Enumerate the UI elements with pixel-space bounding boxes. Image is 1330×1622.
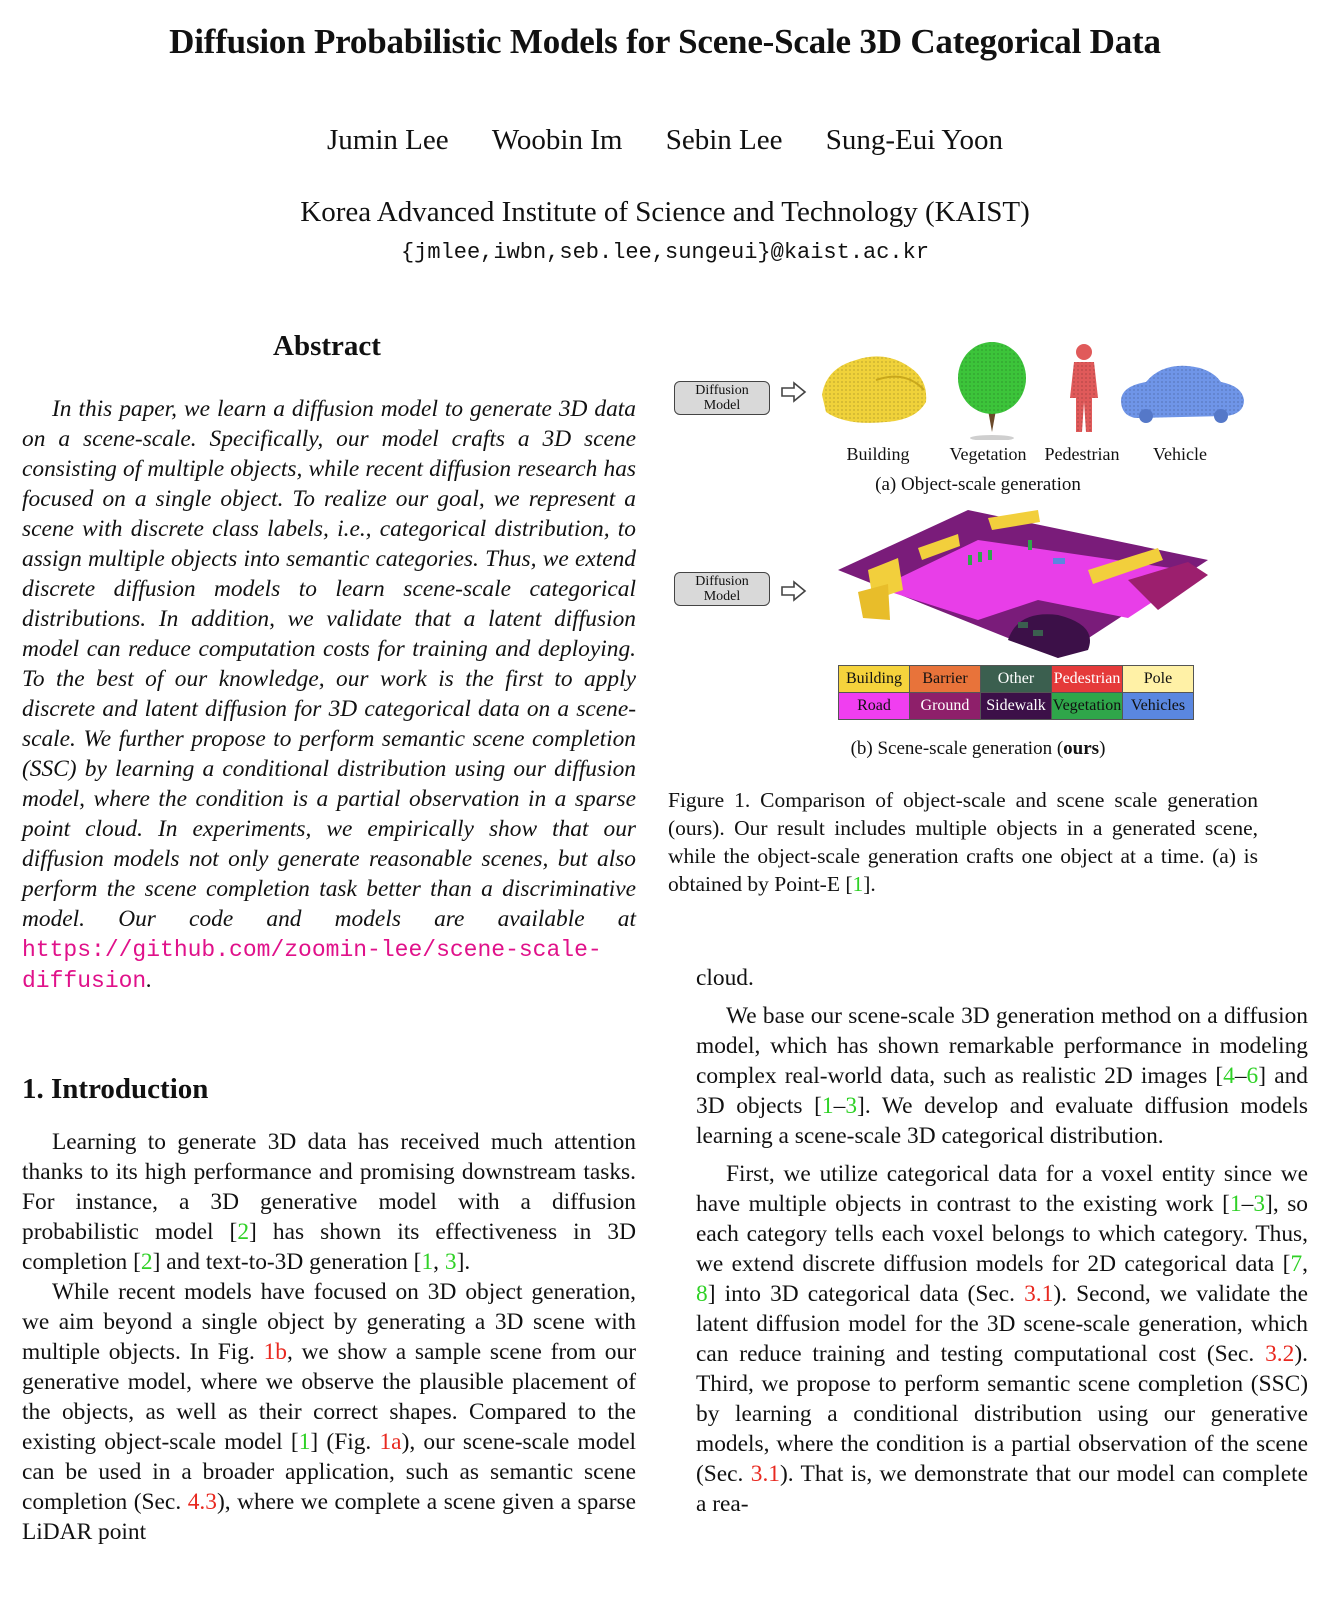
citation-link[interactable]: 1 <box>1229 1191 1242 1217</box>
text-run: – <box>1234 1063 1247 1089</box>
citation-link[interactable]: 8 <box>696 1281 708 1307</box>
label-building: Building <box>846 444 910 464</box>
citation-link[interactable]: 1 <box>821 1093 834 1119</box>
citation-link[interactable]: 1 <box>421 1249 434 1275</box>
abstract-body <box>22 394 636 996</box>
label-vehicle: Vehicle <box>1153 444 1207 464</box>
citation-link[interactable]: 2 <box>237 1219 250 1245</box>
subcaption-b-ours: ours <box>1063 738 1100 759</box>
text-run: Learning to generate 3D data has received much attention thanks to its high performance and promising downstream tasks. For instance, a 3D generative model with a diffusion probabilistic model [ <box>22 1129 636 1245</box>
diffusion-model-box-b <box>674 572 770 606</box>
subcaption-b <box>788 738 1168 760</box>
paper-title: Diffusion Probabilistic Models for Scene-Scale 3D Categorical Data <box>169 22 1161 61</box>
text-run: – <box>1241 1191 1254 1217</box>
text-run: ] and 3D objects [ <box>696 1063 1308 1119</box>
subcaption-b-close: ) <box>1099 738 1106 759</box>
text-run: ] and text-to-3D generation [ <box>152 1249 422 1275</box>
citation-link[interactable]: 3.2 <box>1265 1341 1295 1367</box>
text-run: , <box>1302 1251 1308 1277</box>
legend-cell: Ground <box>910 693 981 720</box>
text-run: cloud. <box>696 965 754 991</box>
text-run: ]. <box>863 872 876 896</box>
subcaption-a: (a) Object-scale generation <box>875 474 1081 495</box>
vehicle-render <box>1121 366 1244 423</box>
class-legend <box>838 665 1194 720</box>
legend-row-1 <box>839 666 1194 693</box>
figure-1-caption <box>668 786 1258 898</box>
legend-cell: Building <box>839 666 910 693</box>
citation-link[interactable]: 2 <box>140 1249 153 1275</box>
diffusion-label-line-1: Diffusion <box>695 574 749 589</box>
legend-cell: Barrier <box>910 666 981 693</box>
abstract-period: . <box>146 967 153 993</box>
text-run: ], so each category tells each voxel belongs to which category. Thus, we extend discrete diffusion models for 2D categorical data [ <box>696 1191 1308 1277</box>
vegetation-render <box>958 342 1026 440</box>
building-render <box>822 356 926 422</box>
citation-link[interactable]: 4.3 <box>187 1489 217 1515</box>
intro-paragraph-1 <box>22 1127 636 1277</box>
label-pedestrian: Pedestrian <box>1044 444 1120 464</box>
text-run: ), our scene-scale model can be used in a broader application, such as semantic scene completion (Sec. <box>22 1429 636 1515</box>
text-run: First, we utilize categorical data for a voxel entity since we have multiple objects in contrast to the existing work [ <box>696 1161 1308 1217</box>
diffusion-label-line-1: Diffusion <box>695 383 749 398</box>
legend-cell: Road <box>839 693 910 720</box>
legend-cell: Vehicles <box>1123 693 1194 720</box>
text-run: – <box>833 1093 846 1119</box>
abstract-heading: Abstract <box>273 330 381 362</box>
pedestrian-render <box>1070 344 1098 432</box>
diffusion-label-line-2: Model <box>703 589 741 604</box>
subcaption-b-text: (b) Scene-scale generation ( <box>850 738 1064 759</box>
citation-link[interactable]: 1 <box>852 872 864 896</box>
intro-right-column <box>696 963 1308 1519</box>
text-run: ]. <box>456 1249 471 1275</box>
diffusion-model-box-a <box>674 381 770 415</box>
citation-link[interactable]: 3 <box>444 1249 457 1275</box>
intro-paragraph-2 <box>22 1277 636 1547</box>
figure-1 <box>668 340 1308 770</box>
text-run: We base our scene-scale 3D generation method on a diffusion model, which has shown remarkable performance in modeling complex real-world data, such as realistic 2D images [ <box>696 1003 1308 1089</box>
legend-cell: Vegetation <box>1052 693 1123 720</box>
text-run: ). That is, we demonstrate that our model can complete a rea- <box>696 1461 1308 1517</box>
author-3: Sebin Lee <box>665 124 783 156</box>
text-run: ] (Fig. <box>310 1429 380 1455</box>
intro-continuation <box>696 963 1308 993</box>
text-run: ]. We develop and evaluate diffusion models learning a scene-scale 3D categorical distribution. <box>696 1093 1308 1149</box>
text-run: , <box>433 1249 445 1275</box>
legend-cell: Other <box>981 666 1052 693</box>
author-list <box>0 124 1330 157</box>
citation-link[interactable]: 6 <box>1246 1063 1259 1089</box>
citation-link[interactable]: 3 <box>845 1093 858 1119</box>
object-renders <box>816 340 1256 440</box>
text-run: Figure 1. Comparison of object-scale and scene scale generation (ours). Our result includes multiple objects in a generated scene, while the object-scale generation crafts one object at a time. (a) is obtained by Point-E [ <box>668 788 1258 896</box>
citation-link[interactable]: 1 <box>298 1429 311 1455</box>
email: {jmlee,iwbn,seb.lee,sungeui}@kaist.ac.kr <box>400 240 930 265</box>
citation-link[interactable]: 3.1 <box>750 1461 780 1487</box>
legend-row-2 <box>839 693 1194 720</box>
text-run: While recent models have focused on 3D object generation, we aim beyond a single object by generating a 3D scene with multiple objects. In Fig. <box>22 1279 636 1365</box>
text-run: ] has shown its effectiveness in 3D completion [ <box>22 1219 636 1275</box>
intro-left-column <box>22 1127 636 1547</box>
section-heading-introduction: 1. Introduction <box>22 1073 209 1105</box>
author-2: Woobin Im <box>491 124 623 156</box>
citation-link[interactable]: 3 <box>1253 1191 1266 1217</box>
scene-render <box>828 500 1228 660</box>
code-link[interactable]: https://github.com/zoomin-lee/scene-scale-diffusion <box>22 937 602 994</box>
author-4: Sung-Eui Yoon <box>825 124 1003 156</box>
author-1: Jumin Lee <box>327 124 449 156</box>
arrow-right-icon <box>780 381 808 403</box>
citation-link[interactable]: 1a <box>379 1429 402 1455</box>
citation-link[interactable]: 7 <box>1290 1251 1303 1277</box>
citation-link[interactable]: 4 <box>1223 1063 1235 1089</box>
legend-cell: Pedestrian <box>1052 666 1123 693</box>
affiliation: Korea Advanced Institute of Science and Technology (KAIST) <box>300 196 1030 228</box>
text-run: ). Third, we propose to perform semantic scene completion (SSC) by learning a conditional distribution using our generative models, where the condition is a partial observation of the scene (Sec. <box>696 1341 1308 1487</box>
arrow-right-icon <box>780 580 808 602</box>
intro-paragraph-4 <box>696 1159 1308 1519</box>
label-vegetation: Vegetation <box>949 444 1027 464</box>
legend-cell: Sidewalk <box>981 693 1052 720</box>
legend-cell: Pole <box>1123 666 1194 693</box>
text-run: ] into 3D categorical data (Sec. <box>707 1281 1025 1307</box>
diffusion-label-line-2: Model <box>703 398 741 413</box>
citation-link[interactable]: 1b <box>263 1339 287 1365</box>
text-run: , we show a sample scene from our generative model, where we observe the plausible placement of the objects, as well as their correct shapes. Compared to the existing object-scale model [ <box>22 1339 636 1455</box>
intro-paragraph-3 <box>696 1001 1308 1151</box>
text-run: ), where we complete a scene given a sparse LiDAR point <box>22 1489 636 1545</box>
text-run: ). Second, we validate the latent diffusion model for the 3D scene-scale generation, which can reduce training and testing computational cost (Sec. <box>696 1281 1308 1367</box>
citation-link[interactable]: 3.1 <box>1024 1281 1054 1307</box>
abstract-text: In this paper, we learn a diffusion model to generate 3D data on a scene-scale. Specifically, our model crafts a 3D scene consisting of multiple objects, while recent diffusion research has focused on a single object. To realize our goal, we represent a scene with discrete class labels, i.e., categorical distribution, to assign multiple objects into semantic categories. Thus, we extend discrete diffusion models to learn scene-scale categorical distributions. In addition, we validate that a latent diffusion model can reduce computation costs for training and deploying. To the best of our knowledge, our work is the first to apply discrete and latent diffusion for 3D categorical data on a scene-scale. We further propose to perform semantic scene completion (SSC) by learning a conditional distribution using our diffusion model, where the condition is a partial observation in a sparse point cloud. In experiments, we empirically show that our diffusion models not only generate reasonable scenes, but also perform the scene completion task better than a discriminative model. Our code and models are available at <box>22 396 636 932</box>
